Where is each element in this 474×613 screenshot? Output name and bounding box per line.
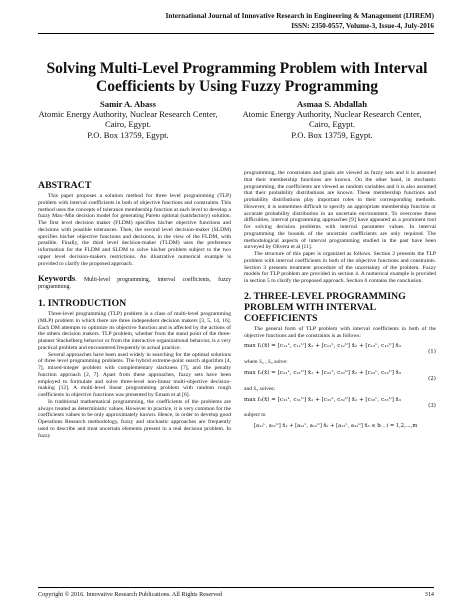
paper-title-line-1: Solving Multi-Level Programming Problem with Interval — [46, 60, 428, 77]
equation-4: [a₁₁ᴸ, a₁₁ᵁ] x̄₁ + [a₁₂ᴸ, a₁₂ᵁ] x̄₂ + [a₁₃ᴸ, a₁₃ᵁ] x̄₃ ≤ bᵢ , i = 1,2,...,m — [254, 422, 418, 429]
equation-2-text: max f₂(x̄) = [c₂₁ᴸ, c₂₁ᵁ] x̄₁ + [c₂₂ᴸ, c₂₂ᵁ] x̄₂ + [c₂₃ᴸ, c₂₃ᵁ] x̄₃ — [244, 370, 402, 376]
body-paragraph: programming, the constraints and goals are viewed as fuzzy sets and it is assumed that their membership functions are known. On the other hand, in stochastic programming, the coefficients are viewed as random variables and it is also assumed that their probability distributions are known. These membership functions and probability distributions play important roles in their corresponding methods. However, it is sometimes difficult to specify an appropriate membership function or accurate probability distribution in an uncertain environment. To overcome these difficulties, interval programming approaches [9] have appeared as a prominent tool for solving decision problems with interval parameter values. In interval programming the bounds of the uncertain coefficients are only required. The methodological aspects of interval programming studied in the past have been surveyed by Olivera et al [11]. — [244, 170, 436, 251]
equation-1 — [244, 343, 436, 355]
equation-1-number: (1) — [428, 349, 436, 356]
equation-3 — [244, 397, 436, 409]
author-pobox: P.O. Box 13759, Egypt. — [87, 129, 169, 140]
introduction-paragraph: In traditional mathematical programming, the coefficients of the problems are always treated as deterministic values. However in practice, it is very common for the coefficients values to be only approximately known. Hence, in order to develop good Operations Research methodology, fuzzy and stochastic approaches are frequently used to describe and treat uncertain elements present in a real decision problem. In fuzzy — [38, 398, 231, 439]
section-2-intro — [244, 326, 436, 340]
abstract-text: This paper proposes a solution method for three level programming (TLP) problem with interval coefficients in both of objective functions and constraints. This method uses the concepts of tolerance membership function at each level to develop a fuzzy Max–Min decision model for generating Pareto optimal (satisfactory) solution. The first level decision maker (FLDM) specifies his/her objective functions and decisions with possible tolerances. Then, the second level decision-maker (SLDM) specifies his/her objective functions and decisions, in the view of the FLDM, with possible. Finally, the third level decision-maker (TLDM) uses the preference information for the FLDM and SLDM to solve his/her problem subject to the two upper level decision-makers restrictions. An illustrative numerical example is provided to clarify the proposed approach. — [38, 193, 231, 267]
left-column — [38, 180, 231, 439]
section-2-intro-text: The general form of TLP problem with interval coefficients in both of the objective functions and the constraints is as follows: — [244, 325, 436, 339]
abstract-heading: ABSTRACT — [38, 180, 92, 191]
section-2-heading-line: PROBLEM WITH INTERVAL — [244, 301, 377, 313]
equation-1-text: max f₁(x̄) = [c₁₁ᴸ, c₁₁ᵁ] x̄₁ + [c₁₂ᴸ, c₁₂ᵁ] x̄₂ + [c₁₃ᴸ, c₁₃ᵁ] x̄₃ — [244, 343, 402, 350]
body-paragraph: The structure of this paper is organized as follows. Section 2 presents the TLP problem with interval coefficients in both of the objective functions and constraints. Section 3 presents treatment procedure of the uncertainty of the problem. Fuzzy models for TLP problem are provided in section 4. A numerical example is provided in section 5 to clarify the proposed approach. Section 6 contains the conclusion. — [244, 251, 436, 284]
equation-2-number: (2) — [428, 376, 436, 382]
abstract-body — [38, 193, 231, 267]
right-column-body — [244, 170, 436, 285]
footer-copyright: Copyright © 2016. Innovative Research Publications. All Rights Reserved — [38, 591, 223, 598]
keywords-label: Keywords — [38, 273, 76, 284]
section-2-heading — [244, 291, 436, 324]
keywords — [38, 275, 231, 291]
subject-to-text: subject to — [244, 411, 266, 418]
author-block-2 — [232, 99, 432, 140]
introduction-heading: 1. INTRODUCTION — [38, 298, 127, 310]
section-2-heading-line: 2. THREE-LEVEL PROGRAMMING — [244, 290, 406, 302]
author-name: Asmaa S. Abdallah — [297, 99, 367, 109]
introduction-paragraph: Several approaches have been used widely in searching for the optimal solutions of three level programming problems. The hybrid extreme-point search algorithm [4, 7], mixed-integer problem with complementary slackness [7], and the penalty function approach [2, 7]. Apart from these approaches, fuzzy sets have been employed to formulate and solve three-level non-linear multi-objective decision-making [12]. A multi-level linear programming problem with random rough coefficients in objective functions was presented by Emam et al [6]. — [38, 351, 231, 399]
paper-title-line-2: Coefficients by Using Fuzzy Programming — [95, 78, 379, 95]
footer-rule — [38, 587, 434, 588]
author-city: Cairo, Egypt. — [308, 119, 356, 130]
header-rule — [38, 33, 434, 34]
introduction-paragraph: Three-level programming (TLP) problem is a class of multi-level programming (MLP) problem in which there are three independent decision makers [3, 5, 14, 16]. Each DM attempts to optimize its objective function and is affected by the actions of the others decision makers. TLP problem, whether from the stand point of the three-planner Stackelberg behavior or from the interactive organizational behavior, is a very practical problem and encountered frequently in actual practice. — [38, 311, 231, 351]
author-city: Cairo, Egypt. — [104, 119, 152, 130]
where-text: where x̄₂ , x̄₃ solve: — [244, 359, 288, 366]
journal-name: International Journal of Innovative Research in Engineering & Management (IJIREM) — [165, 12, 434, 20]
journal-issn: ISSN: 2350-0557, Volume-3, Issue-4, July-2016 — [291, 22, 434, 30]
equation-3-text: max f₃(x̄) = [c₃₁ᴸ, c₃₁ᵁ] x̄₁ + [c₃₂ᴸ, c₃₂ᵁ] x̄₂ + [c₃₃ᴸ, c₃₃ᵁ] x̄₃ — [244, 396, 402, 403]
equation-3-number: (3) — [428, 402, 436, 409]
keywords-text: . Multi-level programming, interval coefficients, fuzzy programming. — [38, 277, 231, 291]
and-text: and x̄₃ solves: — [244, 386, 276, 392]
author-pobox: P.O. Box 13759, Egypt. — [291, 129, 373, 140]
author-block-1 — [28, 99, 228, 140]
right-column — [244, 170, 436, 430]
author-affiliation: Atomic Energy Authority, Nuclear Research Center, — [38, 109, 218, 120]
introduction-body — [38, 311, 231, 439]
author-affiliation: Atomic Energy Authority, Nuclear Research Center, — [242, 109, 422, 120]
page-number: 314 — [424, 591, 434, 598]
section-2-heading-line: COEFFICIENTS — [244, 312, 318, 324]
author-name: Samir A. Abass — [100, 99, 156, 109]
equation-2 — [244, 370, 436, 382]
